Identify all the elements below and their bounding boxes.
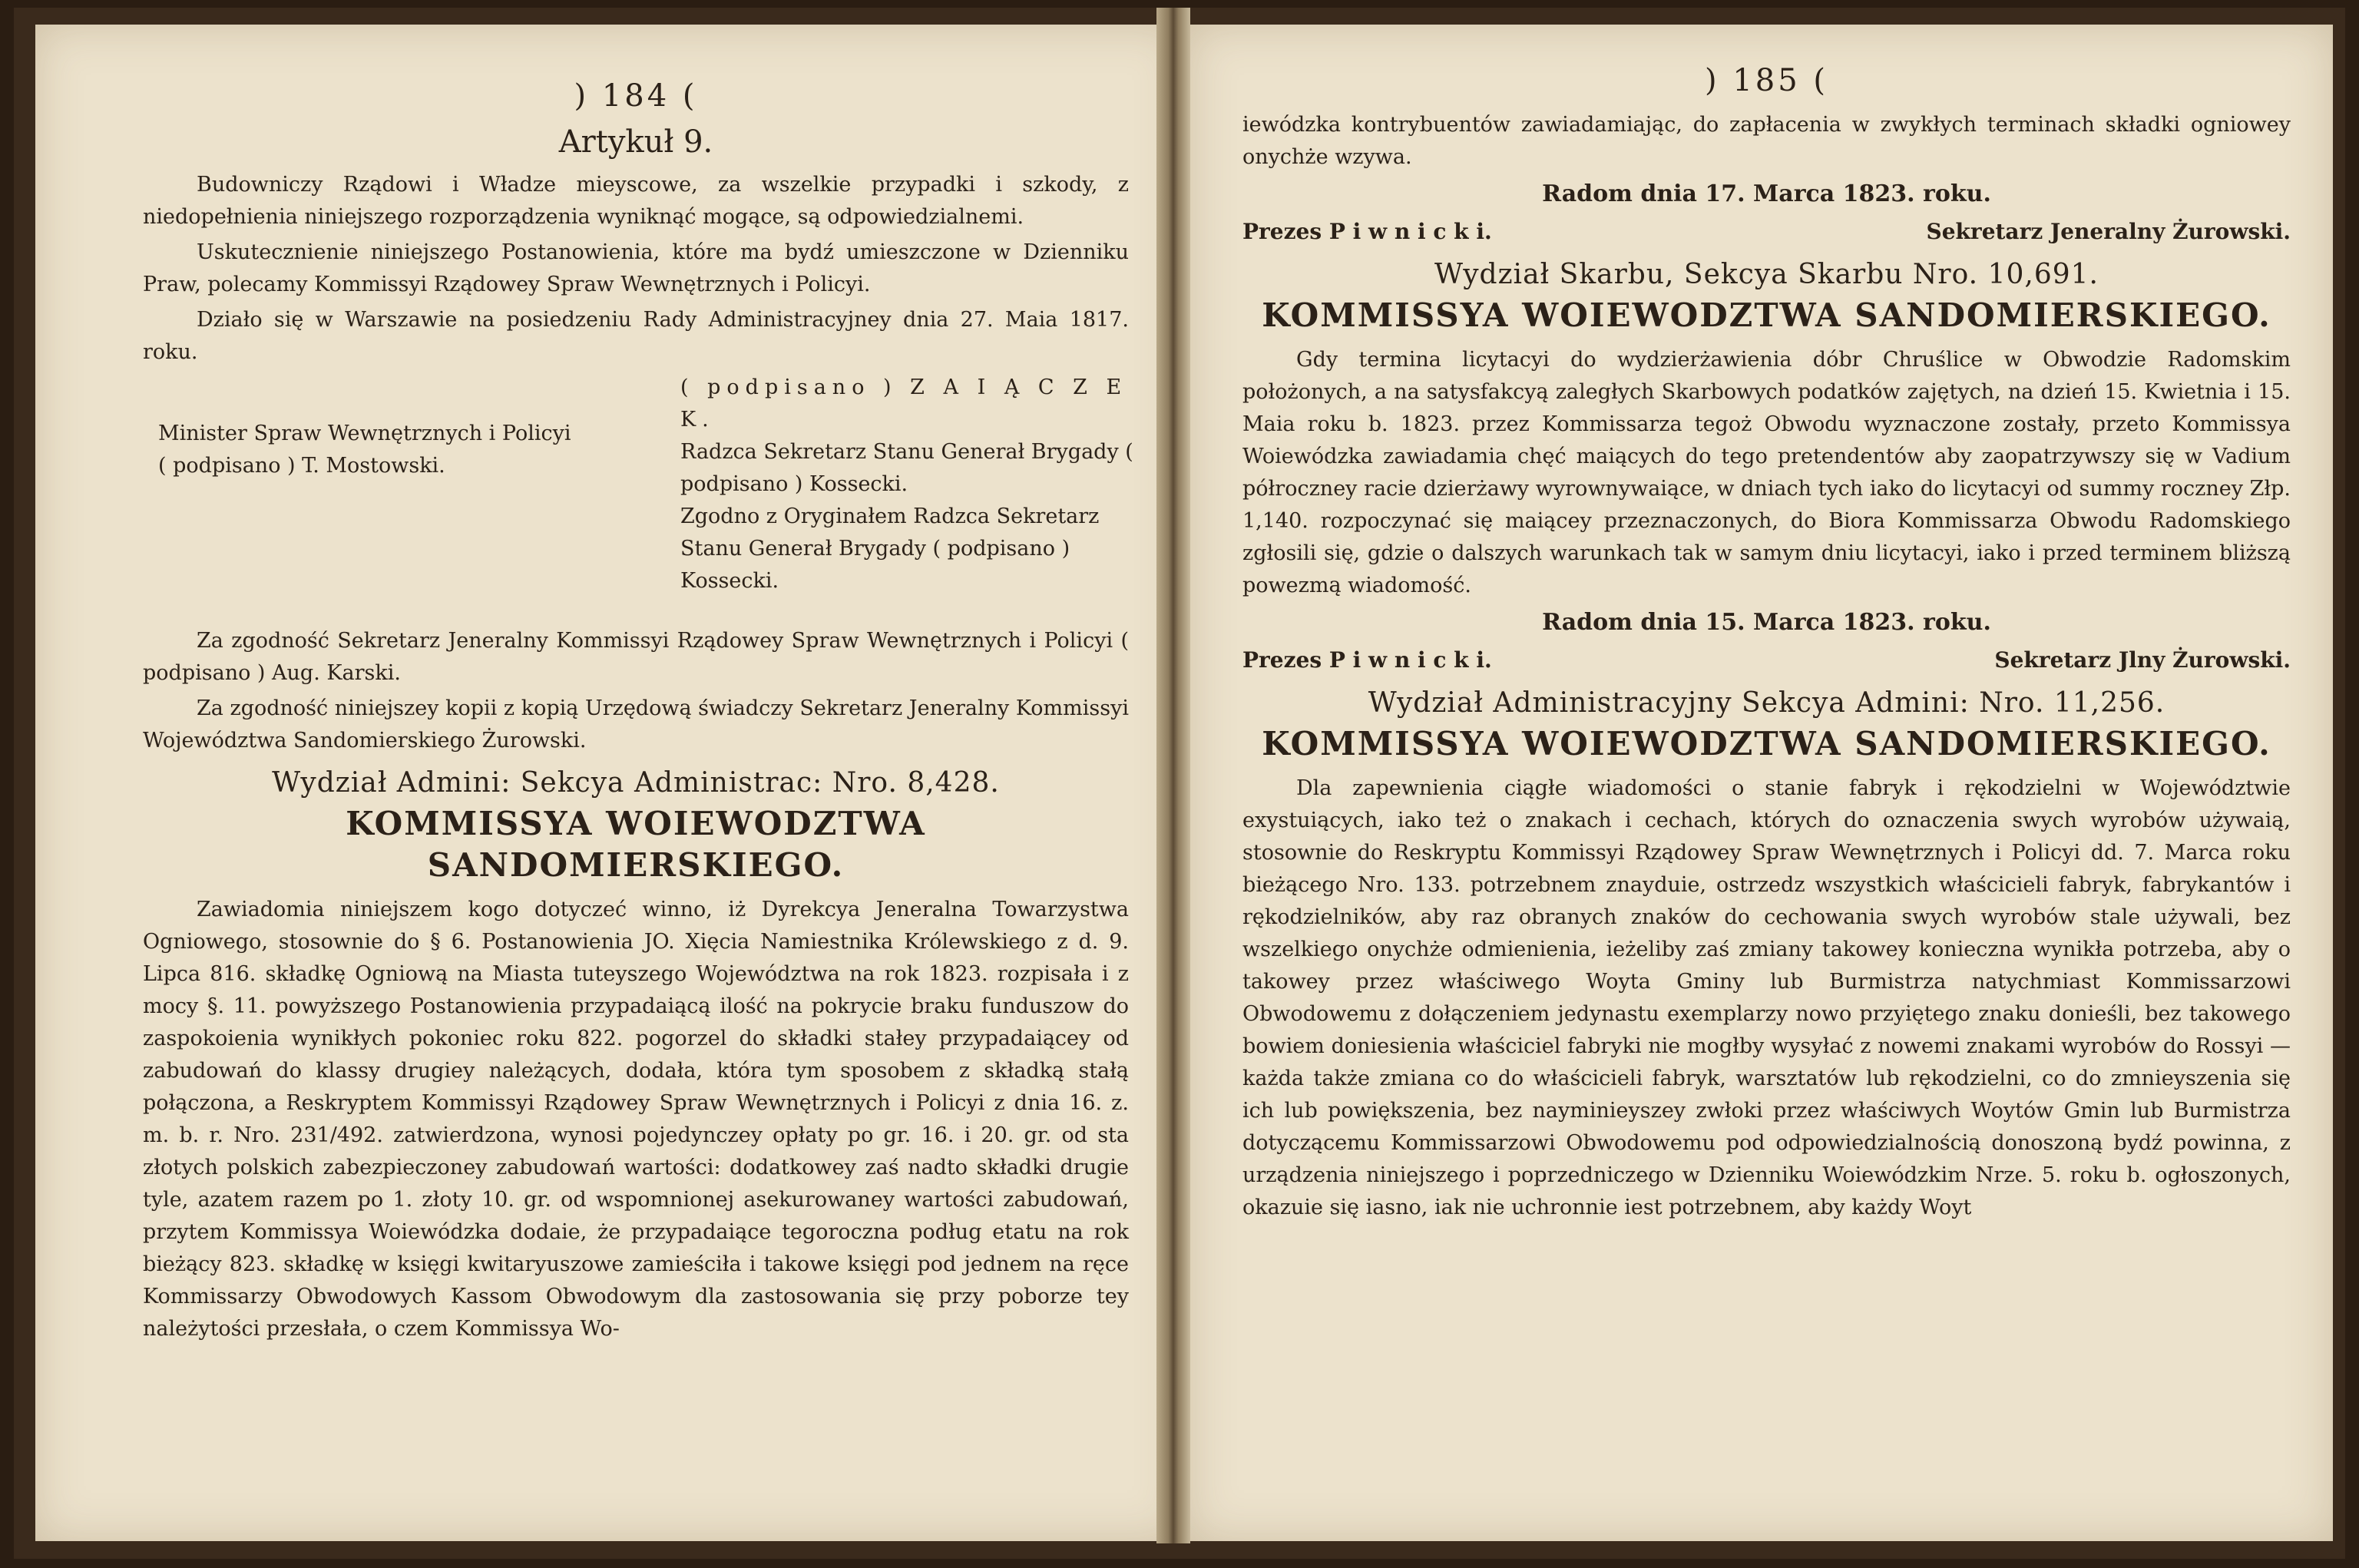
notice-body-right-2: Dla zapewnienia ciągłe wiadomości o stanie fabryk i rękodzielni w Województwie exystuiących, iako też o znakach i cechach, których do oznaczenia swych wyrobów używaią, stosownie do Reskryptu Kommissyi Rządowey Spraw Wewnętrznych i Policyi dd. 7. Marca roku bieżącego Nro. 133. potrzebnem znayduie, ostrzedz wszystkich właścicieli fabryk, fabrykantów i rękodzielników, aby raz obranych znaków do cechowania swych wyrobów stale używali, bez wszelkiego onychże odmienienia, ieżeliby zaś zmiany takowey konieczna wynikła potrzeba, aby o takowey przez właściwego Woyta Gminy lub Burmistrza natychmiast Kommissarzowi Obwodowemu z dołączeniem jedynastu exemplarzy nowo przyiętego znaku donieśli, bez takowego bowiem doniesienia właściciel fabryki nie mogłby wysyłać z nowemi znakami wyrobów do Rossyi — każda także zmiana co do właścicieli fabryk, warsztatów lub rękodzielni, co do zmnieyszenia się ich lub powiększenia, bez nayminieyszey zwłoki przez właściwych Woytów Gmin lub Burmistrza dotyczącemu Kommissarzowi Obwodowemu pod odpowiedzialnością donoszoną bydź powinna, z urządzenia niniejszego i poprzedniczego w Dzienniku Woiewódzkim Nrze. 5. roku b. ogłoszonych, okazuie się iasno, iak nie uchronnie iest potrzebnem, aby każdy Woyt [1242,776,2291,1219]
book-gutter [1156,8,1190,1543]
page-number-right: ) 185 ( [1705,63,1828,98]
paragraph-1: Budowniczy Rządowi i Władze mieyscowe, za wszelkie przypadki i szkody, z niedopełnienia niniejszego rozporządzenia wyniknąć mogące, są odpowiedzialnemi. [143,173,1129,229]
right-column [1242,63,2291,1227]
left-page [35,25,1183,1541]
date-line-2: Radom dnia 15. Marca 1823. roku. [1542,609,1991,636]
section-heading-right-2: Wydział Administracyjny Sekcya Admini: Nro. 11,256. [1368,687,2165,719]
notice-body-left: Zawiadomia niniejszem kogo dotyczeć winno, iż Dyrekcya Jeneralna Towarzystwa Ogniowego, stosownie do § 6. Postanowienia JO. Xięcia Namiestnika Królewskiego z d. 9. Lipca 816. składkę Ogniową na Miasta tuteyszego Województwa na rok 1823. rozpisała i z mocy §. 11. powyższego Postanowienia przypadaiącą ilość na pokrycie braku funduszow do zaspokoienia wynikłych pokoniec roku 822. pogorzel do składki stałey przypadaiącey od zabudowań do klassy drugiey należących, dodała, która tym sposobem z składką stałą połączona, a Reskryptem Kommissyi Rządowey Spraw Wewnętrznych i Policyi z dnia 16. z. m. b. r. Nro. 231/492. zatwierdzona, wynosi pojedynczey opłaty po gr. 16. i 20. gr. od sta złotych polskich zabezpieczoney zabudowań wartości: dodatkowey zaś nadto składki drugie tyle, azatem razem po 1. złoty 10. gr. od wspomnionej asekurowaney wartości zabudowań, przytem Kommissya Woiewódzka dodaie, że przypadaiące tegoroczna podług etatu na rok bieżący 823. składkę w księgi kwitaryuszowe zamieściła i takowe księgi pod jednem na ręce Kommissarzy Obwodowych Kassom Obwodowym dla zastosowania się przy poborze tey należytości przesłała, o czem Kommissya Wo- [143,898,1129,1341]
kopia-attestation: Za zgodność niniejszey kopii z kopią Urzędową świadczy Sekretarz Jeneralny Kommissyi Województwa Sandomierskiego Żurowski. [143,696,1129,753]
minister-line-2: ( podpisano ) T. Mostowski. [158,454,445,478]
left-column [143,78,1133,1348]
radca-text: Radzca Sekretarz Stanu Generał Brygady ( podpisano ) Kossecki. [680,440,1133,496]
signature-block [143,372,1133,625]
section-heading-right-1: Wydział Skarbu, Sekcya Skarbu Nro. 10,691. [1434,259,2099,290]
kommissya-heading-left: KOMMISSYA WOIEWODZTWA SANDOMIERSKIEGO. [346,805,926,884]
signature-right [680,372,1156,597]
signed-attachment: ( podpisano ) Z A I Ą C Z E K. [680,375,1128,432]
kommissya-heading-right-1: KOMMISSYA WOIEWODZTWA SANDOMIERSKIEGO. [1262,296,2271,334]
paragraph-2: Uskutecznienie niniejszego Postanowienia, które ma bydź umieszczone w Dzienniku Praw, polecamy Kommissyi Rządowey Spraw Wewnętrznych i Policyi. [143,240,1129,296]
date-line-1: Radom dnia 17. Marca 1823. roku. [1542,180,1991,207]
sekretarz-1: Sekretarz Jeneralny Żurowski. [1926,219,2291,244]
signature-row-1 [1242,215,2291,249]
intro-continuation: iewódzka kontrybuentów zawiadamiając, do zapłacenia w zwykłych terminach składki ogniowey onychże wzywa. [1242,113,2291,169]
prezes-1: Prezes P i w n i c k i. [1242,219,1492,244]
right-page [1189,25,2333,1541]
notice-body-right-1: Gdy termina licytacyi do wydzierżawienia dóbr Chruślice w Obwodzie Radomskim położonych, a na satysfakcyą zaległych Skarbowych podatków zajętych, na dzień 15. Kwietnia i 15. Maia roku b. 1823. przez Kommissarza tegoż Obwodu wyznaczone zostały, przeto Kommissya Woiewódzka zawiadamia chęć maiących do tego pretendentów aby zaopatrzywszy się w Vadium półroczney racie dzierżawy wyrownywaiące, w dniach tych iako do licytacyi od summy roczney Złp. 1,140. rozpoczynać się maiącey przeznaczonych, do Biora Kommissarza Obwodu Radomskiego zgłosili się, gdzie o dalszych warunkach tak w samym dniu licytacyi, iako i przed terminem bliższą powezmą wiadomość. [1242,348,2291,597]
prezes-2: Prezes P i w n i c k i. [1242,647,1492,673]
za-zgodnosc: Za zgodność Sekretarz Jeneralny Kommissyi Rządowey Spraw Wewnętrznych i Policyi ( podpisano ) Aug. Karski. [143,629,1129,685]
signature-left [158,418,650,482]
article-title: Artykuł 9. [558,124,713,160]
signature-row-2 [1242,643,2291,677]
zgodno-text: Zgodno z Oryginałem Radzca Sekretarz Stanu Generał Brygady ( podpisano ) Kossecki. [680,504,1100,593]
page-number-left: ) 184 ( [574,78,698,114]
paragraph-3: Działo się w Warszawie na posiedzeniu Rady Administracyjney dnia 27. Maia 1817. roku. [143,308,1129,364]
kommissya-heading-right-2: KOMMISSYA WOIEWODZTWA SANDOMIERSKIEGO. [1262,725,2271,762]
sekretarz-2: Sekretarz Jlny Żurowski. [1994,647,2291,673]
section-heading-left: Wydział Admini: Sekcya Administrac: Nro. 8,428. [272,767,1000,799]
minister-line-1: Minister Spraw Wewnętrznych i Policyi [158,422,571,445]
